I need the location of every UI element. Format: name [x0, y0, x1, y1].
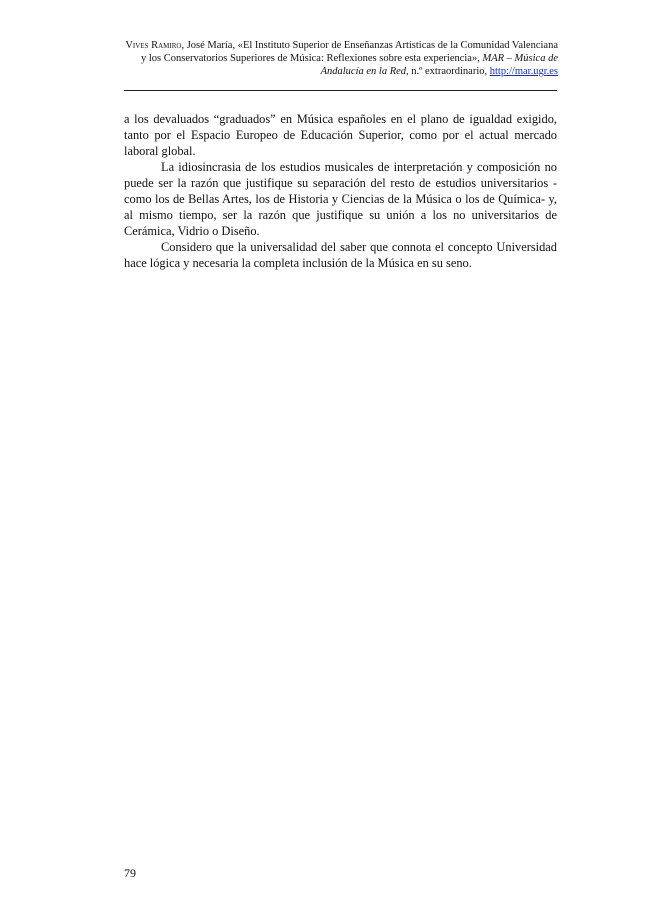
paragraph-1: a los devaluados “graduados” en Música españoles en el plano de igualdad exigido, tanto por el Espacio Europeo de Educación Superior, como por el actual mercado laboral global.	[124, 112, 557, 158]
paragraph-2: La idiosincrasia de los estudios musicales de interpretación y composición no puede ser la razón que justifique su separación del resto de estudios universitarios -como los de Bellas Artes, los de Historia y Ciencias de la Música o los de Química- y, al mismo tiempo, ser la razón que justifique su unión a los no universitarios de Cerámica, Vidrio o Diseño.	[124, 160, 557, 238]
paragraph-3: Considero que la universalidad del saber que connota el concepto Universidad hace lógica y necesaria la completa inclusión de la Música en su seno.	[124, 240, 557, 270]
header-author: Vives Ramiro	[125, 40, 182, 51]
page-number: 79	[124, 866, 136, 880]
header-url-link[interactable]: http://mar.ugr.es	[489, 66, 558, 77]
header-issue: , n.º extraordinario,	[406, 66, 490, 77]
header-rule	[124, 90, 557, 91]
header-citation: , José María, «El Instituto Superior de Enseñanzas Artísticas de la Comunidad Valenciana y los Conservatorios Superiores de Música: Reflexiones sobre esta experiencia»,	[141, 40, 558, 64]
header-journal: MAR – Música de Andalucía en la Red	[320, 53, 558, 77]
running-header	[118, 39, 558, 78]
body-text	[124, 111, 557, 271]
